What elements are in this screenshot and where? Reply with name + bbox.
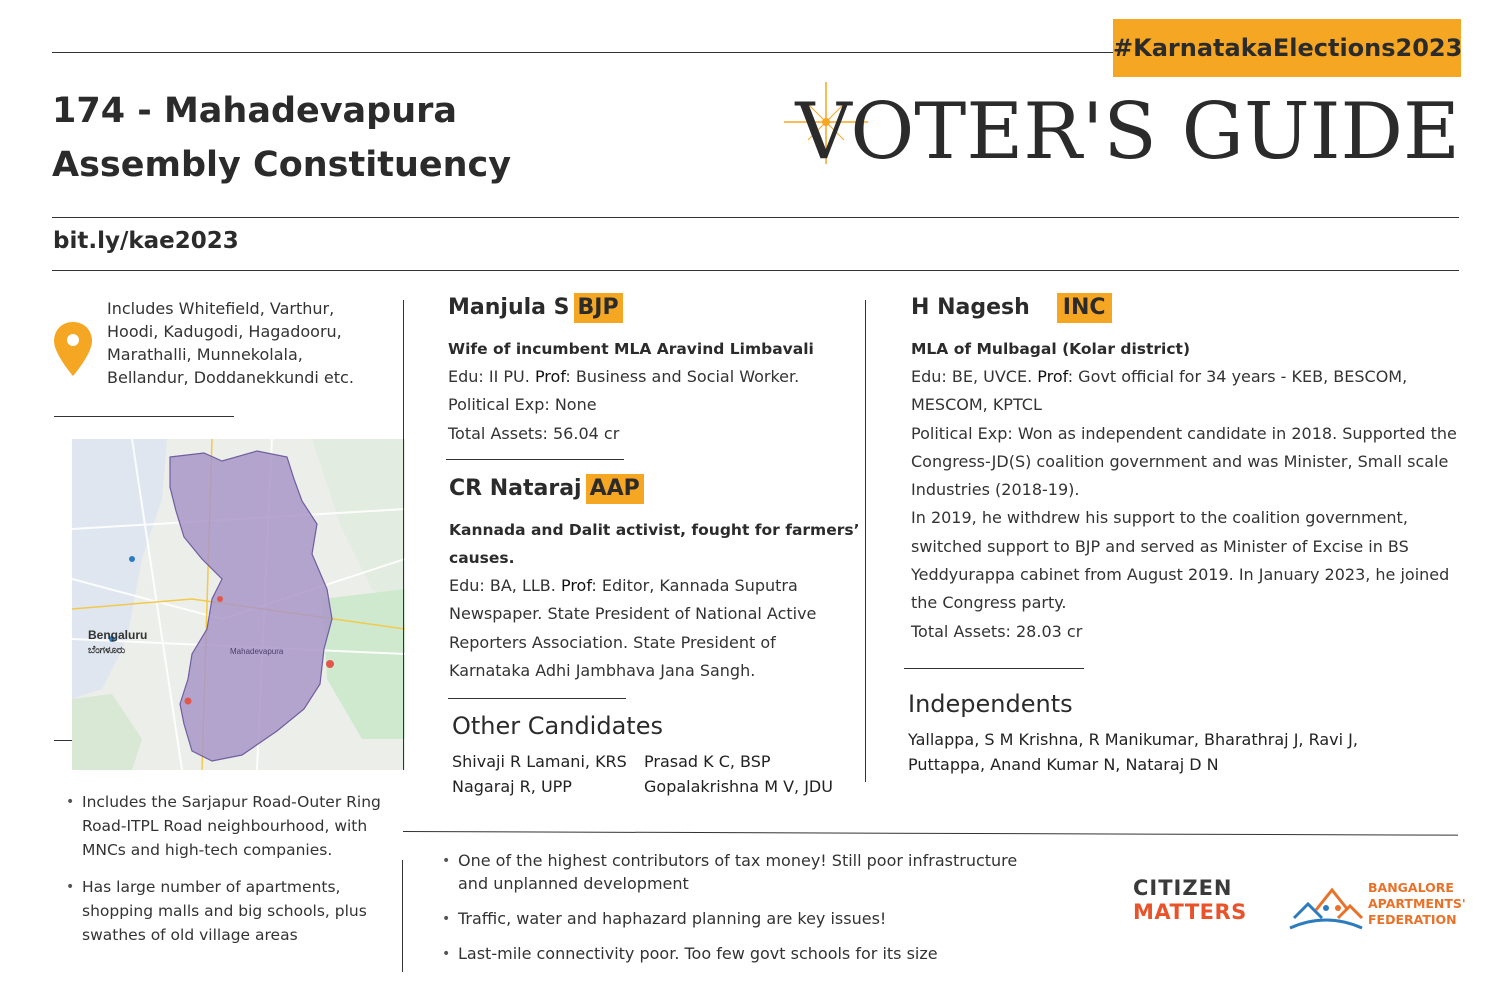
divider-middle bbox=[865, 300, 866, 782]
profession-text: : Business and Social Worker. bbox=[565, 367, 800, 386]
baf-houses-icon bbox=[1286, 878, 1366, 934]
candidate-subtitle: Kannada and Dalit activist, fought for farmers’ causes. bbox=[449, 521, 860, 567]
independents-list: Yallappa, S M Krishna, R Manikumar, Bharathraj J, Ravi J, Puttappa, Anand Kumar N, Nataraj D N bbox=[908, 730, 1358, 774]
party-badge: BJP bbox=[574, 293, 623, 323]
note-item: • Has large number of apartments, shopping malls and big schools, plus swathes of old village areas bbox=[66, 875, 396, 947]
hashtag-badge: #KarnatakaElections2023 bbox=[1113, 19, 1461, 77]
issue-item: • Last-mile connectivity poor. Too few govt schools for its size bbox=[442, 943, 1042, 966]
other-candidates bbox=[452, 712, 862, 799]
citizen-matters-line2: MATTERS bbox=[1133, 900, 1247, 924]
political-experience: Political Exp: None bbox=[448, 395, 597, 415]
bottom-rule bbox=[403, 831, 1458, 836]
political-experience: Political Exp: Won as independent candidate in 2018. Supported the Congress-JD(S) coalition government and was Minister, Small scale Industries (2018-19). bbox=[911, 423, 1457, 500]
locality-rule bbox=[54, 416, 234, 417]
education-text: Edu: BE, UVCE. bbox=[911, 367, 1038, 386]
other-candidate: Gopalakrishna M V, JDU bbox=[644, 776, 833, 796]
citizen-matters-logo bbox=[1133, 876, 1247, 924]
total-assets: Total Assets: 56.04 cr bbox=[448, 423, 620, 443]
candidate-name-text: H Nagesh bbox=[911, 295, 1030, 320]
bottom-divider bbox=[402, 860, 403, 972]
baf-line2: APARTMENTS' bbox=[1368, 896, 1466, 911]
bangalore-apartments-federation-logo bbox=[1286, 878, 1466, 938]
candidate-education-profession bbox=[449, 572, 861, 685]
candidate-inc bbox=[911, 293, 1466, 646]
education-text: Edu: BA, LLB. bbox=[449, 576, 561, 595]
other-candidate: Nagaraj R, UPP bbox=[452, 776, 572, 796]
bjp-rule bbox=[446, 459, 624, 460]
candidate-name-text: Manjula S bbox=[448, 295, 570, 320]
candidate-name-text: CR Nataraj bbox=[449, 476, 582, 501]
short-url-link[interactable]: bit.ly/kae2023 bbox=[53, 228, 239, 254]
citizen-matters-line1: CITIZEN bbox=[1133, 876, 1233, 900]
issue-item: • Traffic, water and haphazard planning are key issues! bbox=[442, 908, 1042, 931]
baf-line1: BANGALORE bbox=[1368, 880, 1454, 895]
candidate-bjp bbox=[448, 293, 858, 448]
candidate-education-profession bbox=[911, 363, 1466, 420]
total-assets: Total Assets: 28.03 cr bbox=[911, 621, 1083, 641]
independents-title: Independents bbox=[908, 690, 1073, 718]
other-candidates-list bbox=[452, 750, 862, 799]
note-item: • Includes the Sarjapur Road-Outer Ring Road-ITPL Road neighbourhood, with MNCs and high-tech companies. bbox=[66, 790, 396, 862]
constituency-title bbox=[52, 84, 511, 192]
candidate-subtitle: MLA of Mulbagal (Kolar district) bbox=[911, 340, 1191, 358]
map-city-label-kannada: ಬೆಂಗಳೂರು bbox=[88, 645, 126, 656]
map-graphic bbox=[72, 439, 405, 770]
other-candidates-title: Other Candidates bbox=[452, 712, 663, 740]
other-candidate: Prasad K C, BSP bbox=[644, 752, 771, 771]
url-rule bbox=[52, 270, 1459, 271]
profession-label: Prof bbox=[560, 576, 592, 595]
profession-label: Prof bbox=[534, 367, 566, 386]
candidate-aap bbox=[449, 474, 861, 685]
aap-rule bbox=[448, 698, 626, 699]
candidate-name bbox=[448, 293, 858, 323]
location-pin-icon bbox=[52, 320, 94, 378]
voters-guide-title: VOTER'S GUIDE bbox=[795, 87, 1460, 177]
party-badge: AAP bbox=[586, 474, 644, 504]
inc-rule bbox=[904, 668, 1084, 669]
baf-wordmark bbox=[1368, 880, 1478, 928]
constituency-number-name: 174 - Mahadevapura bbox=[52, 91, 458, 131]
profession-text: : Editor, Kannada Suputra Newspaper. State President of National Active Reporters Association. State President of Karnataka Adhi Jambhava Jana Sangh. bbox=[449, 576, 817, 680]
header-rule bbox=[52, 217, 1459, 218]
map-area-label: Mahadevapura bbox=[230, 647, 284, 656]
profession-text: : Govt official for 34 years - KEB, BESCOM, MESCOM, KPTCL bbox=[911, 367, 1408, 415]
party-badge: INC bbox=[1057, 293, 1112, 323]
top-rule bbox=[52, 52, 1117, 53]
candidate-education-profession bbox=[448, 363, 858, 391]
issue-item: • One of the highest contributors of tax money! Still poor infrastructure and unplanned development bbox=[442, 850, 1042, 895]
constituency-map bbox=[72, 439, 405, 770]
constituency-notes bbox=[66, 790, 396, 960]
map-side-rule bbox=[54, 740, 72, 741]
profession-label: Prof bbox=[1037, 367, 1068, 386]
later-career: In 2019, he withdrew his support to the coalition government, switched support to BJP and served as Minister of Excise in BS Yeddyurappa cabinet from August 2019. In January 2023, he joined the Congress party. bbox=[911, 508, 1450, 613]
independents bbox=[908, 690, 1378, 777]
baf-line3: FEDERATION bbox=[1368, 912, 1457, 927]
candidate-name bbox=[911, 293, 1466, 323]
localities-text: Includes Whitefield, Varthur, Hoodi, Kadugodi, Hagadooru, Marathalli, Munnekolala, Bellandur, Doddanekkundi etc. bbox=[107, 299, 354, 387]
candidate-subtitle: Wife of incumbent MLA Aravind Limbavali bbox=[448, 340, 814, 358]
key-issues bbox=[442, 850, 1042, 978]
map-city-label: Bengaluru bbox=[88, 628, 148, 642]
candidate-name bbox=[449, 474, 861, 504]
divider-left bbox=[403, 300, 404, 770]
constituency-type: Assembly Constituency bbox=[52, 145, 512, 185]
other-candidate: Shivaji R Lamani, KRS bbox=[452, 752, 627, 771]
education-text: Edu: II PU. bbox=[448, 367, 535, 386]
